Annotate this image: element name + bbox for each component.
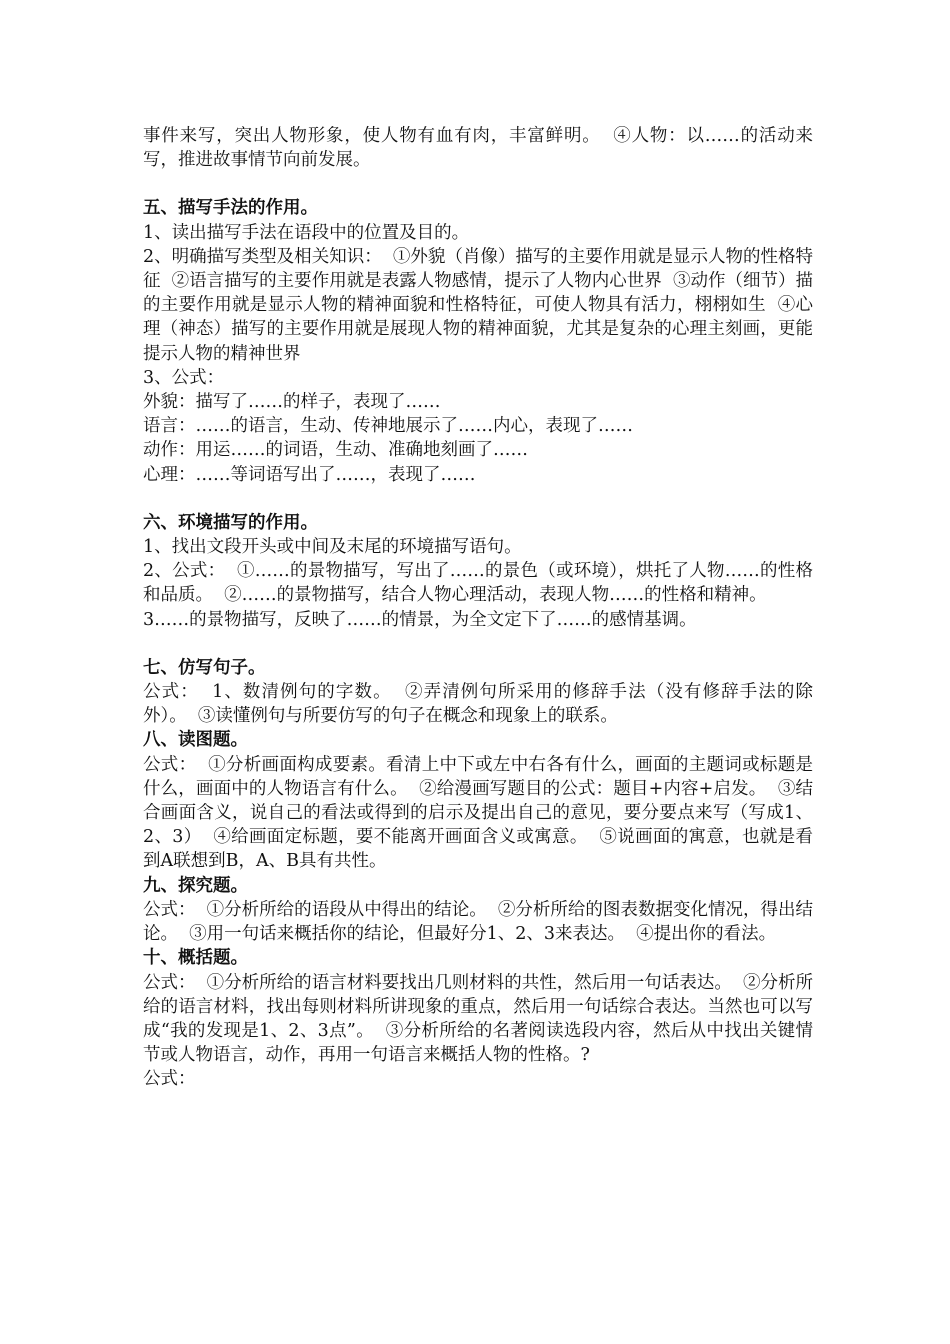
paragraph-text: 2、公式： ①……的景物描写，写出了……的景色（或环境），烘托了人物……的性格和品质。 ②……的景物描写，结合人物心理活动，表现人物……的性格和精神。 (143, 561, 813, 606)
section-heading: 八、读图题。 (143, 730, 248, 751)
paragraph-text: 公式： (143, 1069, 196, 1090)
section-heading: 五、描写手法的作用。 (143, 198, 318, 219)
paragraph-gap (143, 632, 813, 656)
paragraph-text: 公式： ①分析画面构成要素。看清上中下或左中右各有什么，画面的主题词或标题是什么，画面中的人物语言有什么。 ②给漫画写题目的公式：题目+内容+启发。 ③结合画面含义，说自己的看法或得到的启示及提出自己的意见，要分要点来写（写成1、2、3） ④给画面定标题，要不能离开画面含义或寓意。 ⑤说画面的寓意，也就是看到A联想到B，A、B具有共性。 (143, 754, 813, 872)
paragraph-text: 1、读出描写手法在语段中的位置及目的。 (143, 222, 470, 243)
paragraph-text: 语言：……的语言，生动、传神地展示了……内心，表现了…… (143, 416, 633, 437)
paragraph-text: 动作：用运……的词语，生动、准确地刻画了…… (143, 440, 528, 461)
section-heading: 十、概括题。 (143, 948, 248, 969)
paragraph-text: 3……的景物描写，反映了……的情景，为全文定下了……的感情基调。 (143, 609, 697, 630)
paragraph-text: 公式： ①分析所给的语段从中得出的结论。 ②分析所给的图表数据变化情况，得出结论。 ③用一句话来概括你的结论，但最好分1、2、3来表达。 ④提出你的看法。 (143, 899, 813, 945)
paragraph-text: 公式： 1、数清例句的字数。 ②弄清例句所采用的修辞手法（没有修辞手法的除外）。 ③读懂例句与所要仿写的句子在概念和现象上的联系。 (143, 682, 813, 727)
paragraph-text: 3、公式： (143, 367, 225, 388)
paragraph-text: 1、找出文段开头或中间及末尾的环境描写语句。 (143, 537, 522, 558)
paragraph-gap (143, 172, 813, 196)
section-heading: 九、探究题。 (143, 875, 248, 896)
document-page (143, 124, 813, 1092)
paragraph-text: 事件来写，突出人物形象，使人物有血有肉，丰富鲜明。 ④人物：以……的活动来写，推进故事情节向前发展。 (143, 126, 813, 171)
paragraph-text: 外貌：描写了……的样子，表现了…… (143, 392, 441, 413)
section-heading: 七、仿写句子。 (143, 657, 266, 678)
paragraph-gap (143, 487, 813, 511)
paragraph-text: 公式： ①分析所给的语言材料要找出几则材料的共性，然后用一句话表达。 ②分析所给的语言材料，找出每则材料所讲现象的重点，然后用一句话综合表达。当然也可以写成“我的发现是1、2、3点”。 ③分析所给的名著阅读选段内容，然后从中找出关键情节或人物语言，动作，再用一句语言来概括人物的性格。? (143, 972, 813, 1066)
paragraph-text: 2、明确描写类型及相关知识： ①外貌（肖像）描写的主要作用就是显示人物的性格特征 ②语言描写的主要作用就是表露人物感情，提示了人物内心世界 ③动作（细节）描的主要作用就是显示人物的精神面貌和性格特征，可使人物具有活力，栩栩如生 ④心理（神态）描写的主要作用就是展现人物的精神面貌，尤其是复杂的心理主刻画，更能提示人物的精神世界 (143, 246, 813, 364)
paragraph-text: 心理：……等词语写出了……，表现了…… (143, 464, 476, 485)
section-heading: 六、环境描写的作用。 (143, 512, 318, 533)
